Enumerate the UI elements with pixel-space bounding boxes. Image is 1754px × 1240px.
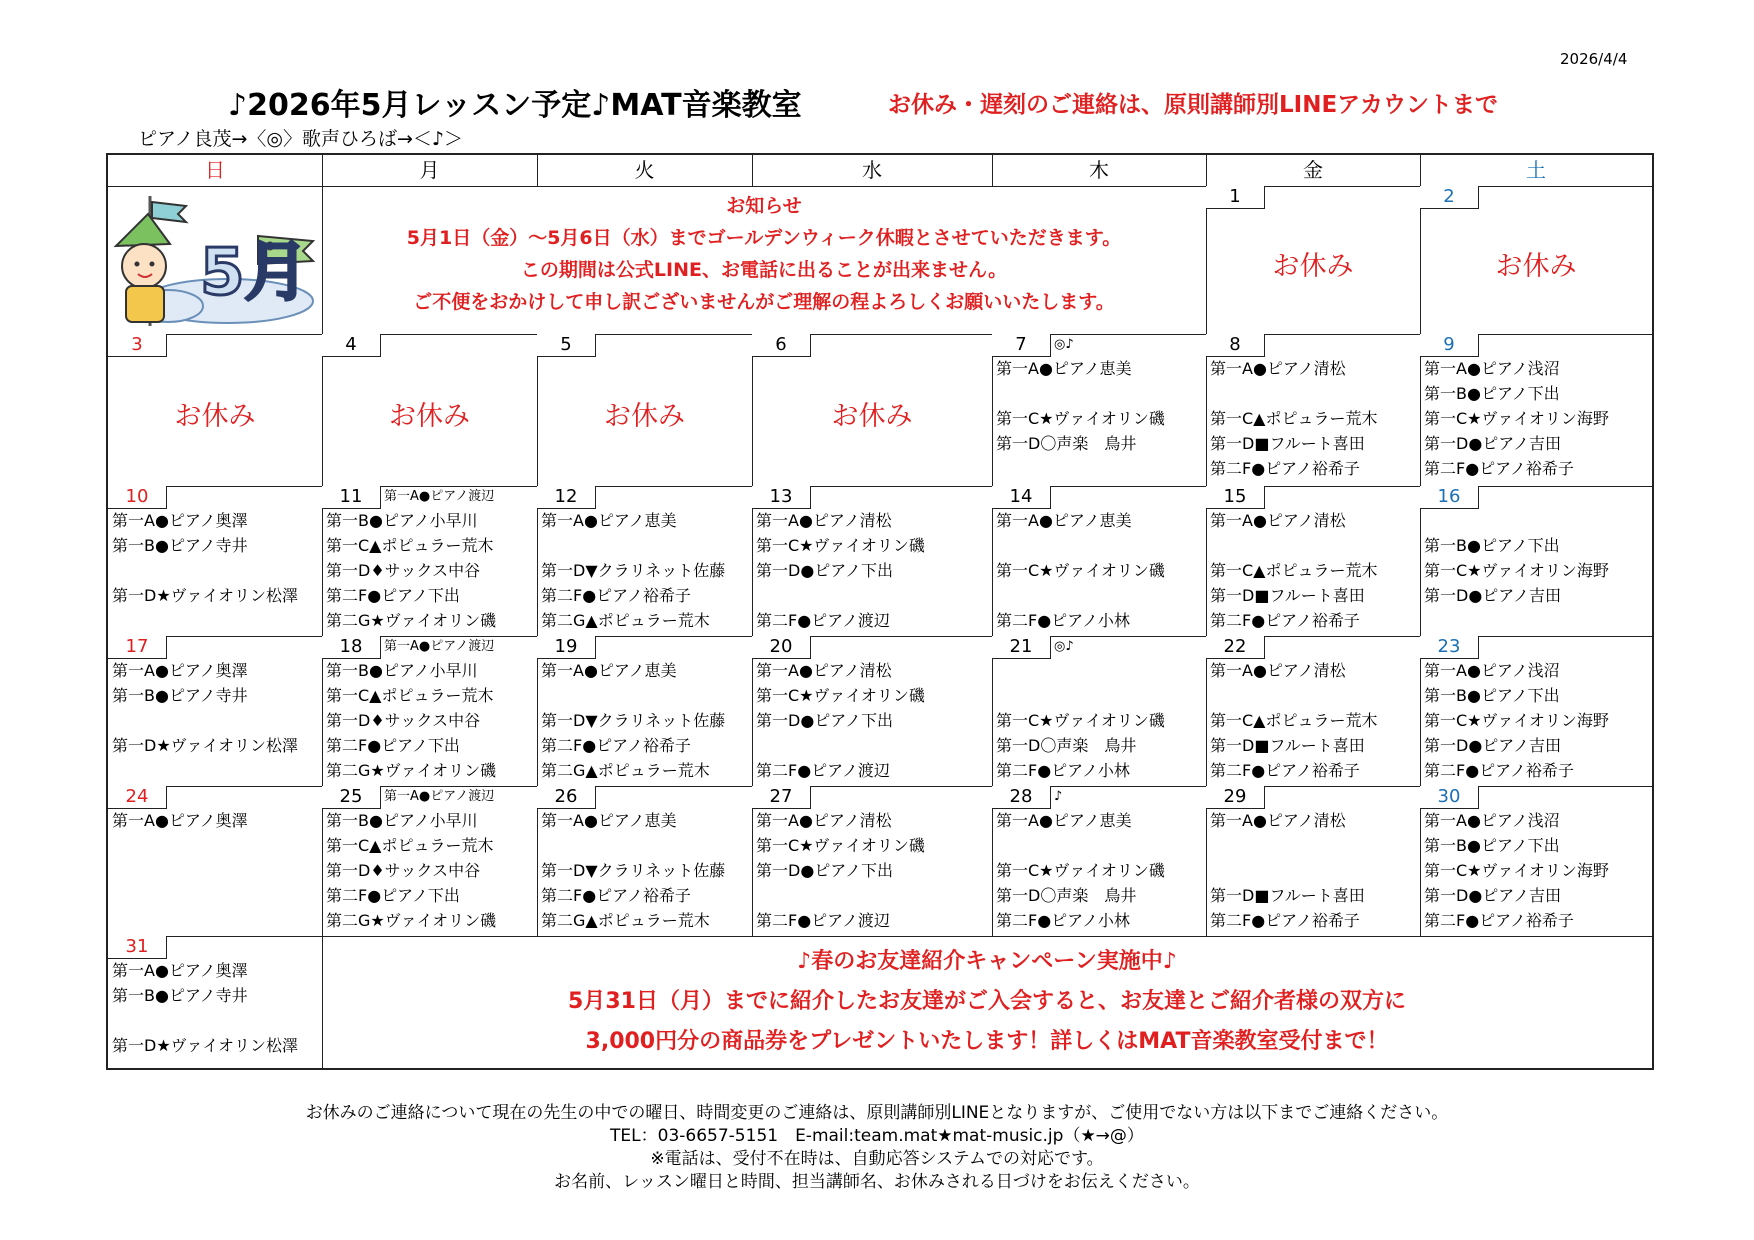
banner-month-text: 5月 — [200, 236, 309, 310]
lesson-entry: 第一C▲ポピュラー荒木 — [326, 836, 494, 855]
holiday-label: お休み — [1495, 251, 1577, 282]
day-cell — [752, 786, 992, 936]
lesson-entry: 第一D■フルート喜田 — [1210, 434, 1365, 453]
grid-vline — [537, 155, 538, 186]
day-cell — [537, 334, 752, 486]
lesson-entry: 第一A●ピアノ奥澤 — [112, 811, 248, 830]
lesson-entry: 第一C▲ポピュラー荒木 — [1210, 711, 1378, 730]
lesson-entry: 第一C★ヴァイオリン海野 — [1424, 861, 1609, 880]
day-tag: ◎♪ — [1054, 639, 1074, 654]
day-cell — [322, 486, 537, 636]
lesson-entry: 第一D■フルート喜田 — [1210, 886, 1365, 905]
lesson-entry: 第二F●ピアノ小林 — [996, 761, 1130, 780]
weekday-header: 火 — [634, 158, 655, 182]
lesson-entry: 第一C▲ポピュラー荒木 — [326, 536, 494, 555]
lesson-entry: 第一A●ピアノ恵美 — [541, 661, 677, 680]
lesson-entry: 第一D〇声楽 鳥井 — [996, 886, 1137, 905]
holiday-label: お休み — [604, 401, 685, 432]
campaign-line-2: 3,000円分の商品券をプレゼントいたします！詳しくはMAT音楽教室受付まで！ — [585, 1029, 1389, 1054]
lesson-entry: 第一B●ピアノ寺井 — [112, 536, 248, 555]
lesson-entry: 第一B●ピアノ小早川 — [326, 811, 478, 830]
day-tag: 第一A●ピアノ渡辺 — [384, 789, 495, 804]
lesson-entry: 第二F●ピアノ裕希子 — [541, 736, 691, 755]
lesson-entry: 第一A●ピアノ浅沼 — [1424, 811, 1560, 830]
lesson-entry: 第一A●ピアノ清松 — [1210, 359, 1346, 378]
lesson-entry: 第一D▼クラリネット佐藤 — [541, 861, 726, 880]
lesson-entry: 第二G▲ポピュラー荒木 — [541, 911, 710, 930]
day-cell — [1206, 636, 1420, 786]
day-cell — [322, 786, 537, 936]
lesson-entry: 第二G★ヴァイオリン磯 — [326, 761, 497, 780]
day-cell — [992, 334, 1206, 486]
day-number: 29 — [1206, 786, 1265, 809]
lesson-entry: 第一D♦サックス中谷 — [326, 711, 481, 730]
day-tag: 第一A●ピアノ渡辺 — [384, 639, 495, 654]
grid-vline — [322, 155, 323, 186]
announcement-line: 5月1日（金）～5月6日（水）までゴールデンウィーク休暇とさせていただきます。 — [406, 227, 1122, 249]
lesson-entry: 第一D●ピアノ吉田 — [1424, 434, 1562, 453]
lesson-entry: 第二G★ヴァイオリン磯 — [326, 911, 497, 930]
lesson-entry: 第一A●ピアノ清松 — [756, 511, 892, 530]
lesson-entry: 第一D●ピアノ吉田 — [1424, 736, 1562, 755]
lesson-entry: 第一B●ピアノ下出 — [1424, 384, 1560, 403]
lesson-entry: 第二F●ピアノ裕希子 — [1210, 459, 1360, 478]
day-cell — [992, 636, 1206, 786]
day-number: 17 — [108, 636, 167, 659]
day-number: 12 — [537, 486, 596, 509]
day-cell — [1420, 786, 1652, 936]
day-cell — [1420, 186, 1652, 334]
lesson-entry: 第一A●ピアノ清松 — [756, 811, 892, 830]
day-cell — [992, 786, 1206, 936]
footer-line-3: ※電話は、受付不在時は、自動応答システムでの対応です。 — [650, 1149, 1104, 1169]
day-number: 14 — [992, 486, 1051, 509]
lesson-entry: 第一B●ピアノ下出 — [1424, 836, 1560, 855]
lesson-entry: 第二F●ピアノ裕希子 — [541, 886, 691, 905]
lesson-entry: 第一B●ピアノ寺井 — [112, 686, 248, 705]
calendar-grid — [106, 153, 1654, 1070]
holiday-label: お休み — [1272, 251, 1354, 282]
lesson-entry: 第一C★ヴァイオリン磯 — [756, 686, 925, 705]
day-number: 16 — [1420, 486, 1479, 509]
lesson-entry: 第一A●ピアノ奥澤 — [112, 511, 248, 530]
lesson-entry: 第一D●ピアノ下出 — [756, 711, 894, 730]
lesson-entry: 第一C★ヴァイオリン磯 — [996, 561, 1165, 580]
lesson-entry: 第二G★ヴァイオリン磯 — [326, 611, 497, 630]
lesson-entry: 第一A●ピアノ恵美 — [541, 811, 677, 830]
lesson-entry: 第二F●ピアノ裕希子 — [1424, 761, 1574, 780]
day-cell — [1420, 334, 1652, 486]
lesson-entry: 第一D★ヴァイオリン松澤 — [112, 586, 299, 605]
lesson-entry: 第一D▼クラリネット佐藤 — [541, 711, 726, 730]
day-number: 21 — [992, 636, 1051, 659]
weekday-header: 水 — [862, 158, 882, 182]
lesson-entry: 第一A●ピアノ恵美 — [996, 359, 1132, 378]
day-number: 4 — [322, 334, 381, 357]
campaign-line-1: 5月31日（月）までに紹介したお友達がご入会すると、お友達とご紹介者様の双方に — [568, 989, 1406, 1014]
lesson-entry: 第一B●ピアノ下出 — [1424, 536, 1560, 555]
footer-line-2: TEL：03-6657-5151 E-mail:team.mat★mat-music.jp（★→@） — [610, 1126, 1144, 1146]
day-tag: ◎♪ — [1054, 337, 1074, 352]
lesson-entry: 第二F●ピアノ下出 — [326, 586, 460, 605]
footer-line-4: お名前、レッスン曜日と時間、担当講師名、お休みされる日づけをお伝えください。 — [554, 1172, 1200, 1192]
lesson-entry: 第一D★ヴァイオリン松澤 — [112, 1036, 299, 1055]
day-cell — [752, 334, 992, 486]
lesson-entry: 第一C▲ポピュラー荒木 — [326, 686, 494, 705]
page-title: ♪2026年5月レッスン予定♪MAT音楽教室 — [228, 88, 802, 123]
day-cell — [108, 334, 322, 486]
announcement-box — [322, 186, 1206, 334]
day-number: 31 — [108, 936, 167, 959]
grid-vline — [1206, 155, 1207, 186]
day-number: 18 — [322, 636, 381, 659]
lesson-entry: 第一D●ピアノ下出 — [756, 561, 894, 580]
day-cell — [537, 486, 752, 636]
holiday-label: お休み — [174, 401, 256, 432]
day-number: 25 — [322, 786, 381, 809]
lesson-entry: 第二F●ピアノ渡辺 — [756, 761, 890, 780]
lesson-entry: 第二F●ピアノ下出 — [326, 886, 460, 905]
announcement-line: ご不便をおかけして申し訳ございませんがご理解の程よろしくお願いいたします。 — [413, 291, 1115, 313]
lesson-entry: 第一A●ピアノ清松 — [1210, 811, 1346, 830]
lesson-entry: 第一C▲ポピュラー荒木 — [1210, 409, 1378, 428]
campaign-title: ♪春のお友達紹介キャンペーン実施中♪ — [797, 949, 1177, 974]
day-cell — [108, 936, 322, 1068]
lesson-entry: 第一A●ピアノ恵美 — [996, 511, 1132, 530]
lesson-entry: 第一C★ヴァイオリン磯 — [996, 861, 1165, 880]
day-number: 28 — [992, 786, 1051, 809]
day-cell — [1206, 786, 1420, 936]
lesson-entry: 第一D〇声楽 鳥井 — [996, 736, 1137, 755]
lesson-entry: 第一C★ヴァイオリン磯 — [996, 711, 1165, 730]
day-tag: 第一A●ピアノ渡辺 — [384, 489, 495, 504]
lesson-entry: 第一B●ピアノ寺井 — [112, 986, 248, 1005]
lesson-entry: 第二F●ピアノ渡辺 — [756, 611, 890, 630]
day-number: 5 — [537, 334, 596, 357]
day-number: 19 — [537, 636, 596, 659]
lesson-entry: 第一A●ピアノ恵美 — [541, 511, 677, 530]
lesson-entry: 第二F●ピアノ裕希子 — [1424, 911, 1574, 930]
lesson-entry: 第一D●ピアノ吉田 — [1424, 886, 1562, 905]
lesson-entry: 第一D■フルート喜田 — [1210, 736, 1365, 755]
day-number: 8 — [1206, 334, 1265, 357]
lesson-entry: 第一D★ヴァイオリン松澤 — [112, 736, 299, 755]
day-number: 7 — [992, 334, 1051, 357]
day-cell — [1420, 636, 1652, 786]
day-cell — [1206, 334, 1420, 486]
lesson-entry: 第一D●ピアノ吉田 — [1424, 586, 1562, 605]
lesson-entry: 第一A●ピアノ浅沼 — [1424, 359, 1560, 378]
lesson-entry: 第一C★ヴァイオリン磯 — [756, 536, 925, 555]
lesson-entry: 第一A●ピアノ浅沼 — [1424, 661, 1560, 680]
weekday-header: 日 — [205, 158, 225, 182]
day-number: 10 — [108, 486, 167, 509]
lesson-entry: 第二F●ピアノ小林 — [996, 911, 1130, 930]
day-cell — [537, 636, 752, 786]
day-cell — [322, 334, 537, 486]
lesson-entry: 第一B●ピアノ小早川 — [326, 661, 478, 680]
lesson-entry: 第一C▲ポピュラー荒木 — [1210, 561, 1378, 580]
lesson-entry: 第二F●ピアノ裕希子 — [541, 586, 691, 605]
day-number: 2 — [1420, 186, 1479, 209]
weekday-header: 木 — [1089, 158, 1109, 182]
holiday-label: お休み — [831, 401, 913, 432]
lesson-entry: 第二F●ピアノ小林 — [996, 611, 1130, 630]
lesson-entry: 第二F●ピアノ下出 — [326, 736, 460, 755]
day-cell — [108, 636, 322, 786]
day-number: 30 — [1420, 786, 1479, 809]
lesson-entry: 第一C★ヴァイオリン海野 — [1424, 711, 1609, 730]
lesson-entry: 第一D♦サックス中谷 — [326, 561, 481, 580]
day-number: 11 — [322, 486, 381, 509]
lesson-entry: 第一A●ピアノ清松 — [1210, 511, 1346, 530]
weekday-header: 月 — [419, 158, 440, 182]
day-tag: ♪ — [1054, 789, 1063, 804]
lesson-entry: 第一A●ピアノ清松 — [756, 661, 892, 680]
grid-vline — [992, 155, 993, 186]
lesson-entry: 第一C★ヴァイオリン磯 — [756, 836, 925, 855]
announcement-title: お知らせ — [726, 195, 802, 217]
lesson-entry: 第一C★ヴァイオリン海野 — [1424, 561, 1609, 580]
day-number: 26 — [537, 786, 596, 809]
lesson-entry: 第一A●ピアノ恵美 — [996, 811, 1132, 830]
symbol-legend: ピアノ良茂→〈◎〉歌声ひろば→＜♪＞ — [138, 128, 464, 150]
lesson-entry: 第一D〇声楽 鳥井 — [996, 434, 1137, 453]
weekday-header: 土 — [1526, 158, 1546, 182]
lesson-entry: 第一B●ピアノ小早川 — [326, 511, 478, 530]
grid-vline — [752, 155, 753, 186]
lesson-entry: 第一C★ヴァイオリン磯 — [996, 409, 1165, 428]
day-cell — [108, 786, 322, 936]
day-number: 20 — [752, 636, 811, 659]
day-cell — [752, 486, 992, 636]
lesson-entry: 第二F●ピアノ裕希子 — [1210, 911, 1360, 930]
lesson-entry: 第二F●ピアノ裕希子 — [1210, 611, 1360, 630]
day-cell — [752, 636, 992, 786]
day-number: 23 — [1420, 636, 1479, 659]
contact-notice: お休み・遅刻のご連絡は、原則講師別LINEアカウントまで — [888, 92, 1498, 118]
day-number: 13 — [752, 486, 811, 509]
lesson-entry: 第二G▲ポピュラー荒木 — [541, 611, 710, 630]
lesson-entry: 第一A●ピアノ奥澤 — [112, 961, 248, 980]
footer-line-1: お休みのご連絡について現在の先生の中での曜日、時間変更のご連絡は、原則講師別LINEとなりますが、ご使用でない方は以下までご連絡ください。 — [305, 1103, 1449, 1123]
day-cell — [108, 486, 322, 636]
lesson-entry: 第二F●ピアノ裕希子 — [1424, 459, 1574, 478]
day-number: 1 — [1206, 186, 1265, 209]
grid-vline — [1420, 155, 1421, 186]
day-number: 24 — [108, 786, 167, 809]
day-number: 9 — [1420, 334, 1479, 357]
announcement-line: この期間は公式LINE、お電話に出ることが出来ません。 — [520, 259, 1008, 281]
child-with-carp-streamer-illustration — [108, 186, 322, 334]
lesson-entry: 第一A●ピアノ清松 — [1210, 661, 1346, 680]
day-number: 6 — [752, 334, 811, 357]
day-cell — [1206, 486, 1420, 636]
day-cell — [992, 486, 1206, 636]
month-banner — [108, 186, 322, 334]
day-cell — [1206, 186, 1420, 334]
day-number: 3 — [108, 334, 167, 357]
lesson-entry: 第一C★ヴァイオリン海野 — [1424, 409, 1609, 428]
lesson-entry: 第二G▲ポピュラー荒木 — [541, 761, 710, 780]
weekday-header: 金 — [1303, 158, 1323, 182]
day-cell — [1420, 486, 1652, 636]
day-number: 22 — [1206, 636, 1265, 659]
document-date: 2026/4/4 — [1560, 50, 1628, 68]
day-cell — [322, 636, 537, 786]
lesson-entry: 第一B●ピアノ下出 — [1424, 686, 1560, 705]
day-number: 27 — [752, 786, 811, 809]
campaign-box — [322, 936, 1652, 1068]
holiday-label: お休み — [389, 401, 470, 432]
day-cell — [537, 786, 752, 936]
lesson-entry: 第一D■フルート喜田 — [1210, 586, 1365, 605]
lesson-entry: 第二F●ピアノ渡辺 — [756, 911, 890, 930]
lesson-entry: 第二F●ピアノ裕希子 — [1210, 761, 1360, 780]
lesson-entry: 第一D♦サックス中谷 — [326, 861, 481, 880]
lesson-entry: 第一D▼クラリネット佐藤 — [541, 561, 726, 580]
day-number: 15 — [1206, 486, 1265, 509]
lesson-entry: 第一D●ピアノ下出 — [756, 861, 894, 880]
lesson-entry: 第一A●ピアノ奥澤 — [112, 661, 248, 680]
